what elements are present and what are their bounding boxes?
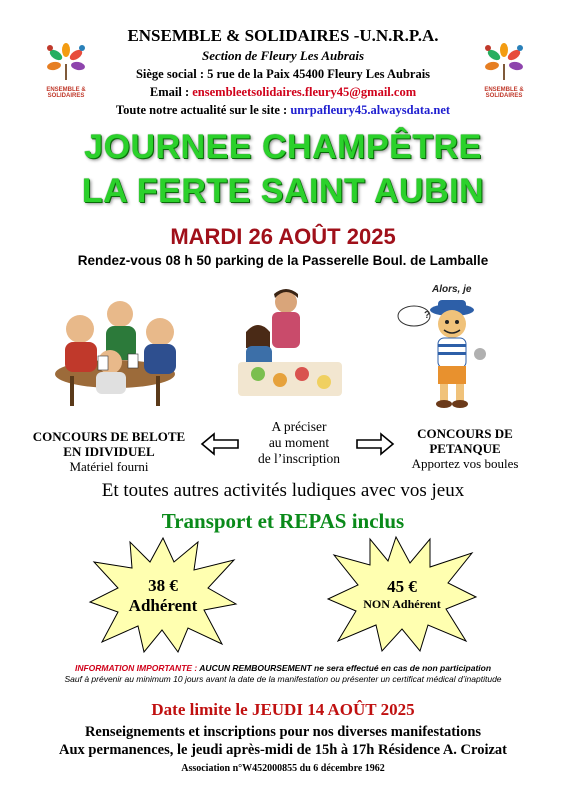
email-line (90, 85, 476, 100)
belote-subtitle: Matériel fourni (69, 459, 149, 474)
member-price: 38 € (148, 576, 178, 595)
meeting-info: Rendez-vous 08 h 50 parking de la Passerelle Boul. de Lamballe (77, 253, 489, 268)
header (90, 26, 476, 118)
site-link[interactable]: unrpafleury45.alwaysdata.net (290, 103, 451, 117)
email-link[interactable]: ensembleetsolidaires.fleury45@gmail.com (192, 85, 417, 99)
cancellation-notice: Sauf à prévenir au minimum 10 jours avant la date de la manifestation ou présenter un certificat médical d’inaptitude (64, 674, 502, 684)
middle-note (236, 419, 362, 467)
belote-title-line2: EN IDIVIDUEL (63, 444, 155, 459)
belote-block (20, 429, 198, 475)
footer-line1: Renseignements et inscriptions pour nos diverses manifestations (84, 724, 482, 740)
logo-text: ENSEMBLE & SOLIDAIRES (484, 87, 524, 99)
price-nonmember-badge (326, 535, 478, 653)
belote-illustration (40, 284, 190, 409)
footer-info (0, 723, 566, 759)
association-number: Association n°W452000855 du 6 décembre 1962 (181, 763, 385, 774)
site-line (90, 103, 476, 118)
footer-line2: Aux permanences, le jeudi après-midi de 15h à 17h Résidence A. Croizat (59, 742, 507, 758)
belote-title-line1: CONCOURS DE BELOTE (32, 429, 186, 444)
event-date: MARDI 26 AOÛT 2025 (170, 224, 396, 249)
arrow-right-icon (355, 431, 395, 457)
section-name: Section de Fleury Les Aubrais (201, 48, 365, 63)
price-member-badge (88, 536, 238, 654)
logo-flower-icon (40, 36, 92, 92)
middle-note-line1: A préciser (271, 419, 327, 434)
logo-left (40, 36, 92, 99)
petanque-title-line1: CONCOURS DE (417, 426, 513, 441)
petanque-illustration (392, 280, 502, 410)
event-title-line2: LA FERTE SAINT AUBIN (81, 172, 485, 210)
important-text: AUCUN REMBOURSEMENT ne sera effectué en cas de non participation (199, 663, 492, 673)
transport-meal: Transport et REPAS inclus (161, 509, 405, 533)
event-title-line1: JOURNEE CHAMPÊTRE (84, 128, 482, 166)
logo-text: ENSEMBLE & SOLIDAIRES (46, 87, 86, 99)
middle-note-line3: de l’inscription (257, 451, 341, 466)
svg-text:?: ? (424, 310, 431, 321)
deadline: Date limite le JEUDI 14 AOÛT 2025 (151, 700, 415, 719)
email-label: Email : (149, 85, 193, 99)
org-title: ENSEMBLE & SOLIDAIRES -U.N.R.P.A. (127, 26, 439, 45)
middle-note-line2: au moment (268, 435, 330, 450)
nonmember-label: NON Adhérent (363, 597, 441, 611)
important-info (10, 663, 556, 685)
petanque-block (390, 426, 540, 472)
arrow-left-icon (200, 431, 240, 457)
important-label: INFORMATION IMPORTANTE : (74, 663, 200, 673)
member-label: Adhérent (128, 596, 198, 615)
nonmember-price: 45 € (387, 577, 417, 596)
petanque-title-line2: PETANQUE (429, 441, 501, 456)
meal-illustration (228, 288, 348, 400)
logo-flower-icon (478, 36, 530, 92)
petanque-subtitle: Apportez vos boules (411, 456, 519, 471)
address: Siège social : 5 rue de la Paix 45400 Fleury Les Aubrais (135, 67, 431, 81)
logo-right (478, 36, 530, 99)
site-label: Toute notre actualité sur le site : (115, 103, 291, 117)
other-activities: Et toutes autres activités ludiques avec vos jeux (101, 480, 465, 501)
cartoon-speech-text: Alors, je (432, 284, 472, 295)
